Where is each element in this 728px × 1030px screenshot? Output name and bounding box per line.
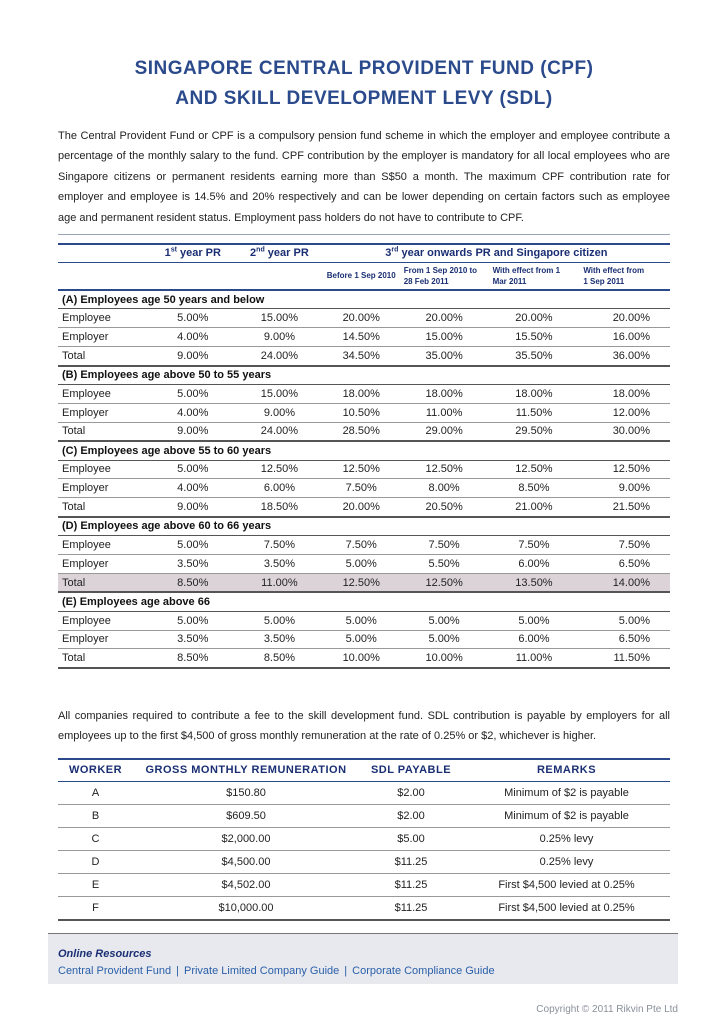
sdl-cell: $11.25	[359, 897, 463, 920]
sdl-cell: First $4,500 levied at 0.25%	[463, 874, 670, 897]
sdl-header-row	[58, 759, 670, 781]
sdl-cell: $150.80	[133, 781, 359, 804]
rate-cell: 8.50%	[489, 479, 580, 498]
rate-cell: 9.00%	[236, 328, 323, 347]
rate-cell: 7.50%	[323, 479, 400, 498]
row-label: Employee	[58, 536, 149, 555]
rate-cell: 10.50%	[323, 403, 400, 422]
rate-cell: 8.50%	[149, 649, 236, 668]
rate-cell: 10.00%	[400, 649, 489, 668]
row-label: Employee	[58, 309, 149, 328]
rate-cell: 8.50%	[149, 573, 236, 592]
sdl-cell: E	[58, 874, 133, 897]
rate-cell: 12.50%	[579, 460, 670, 479]
rate-cell: 15.50%	[489, 328, 580, 347]
table-row	[58, 384, 670, 403]
rate-cell: 14.00%	[579, 573, 670, 592]
rate-cell: 9.00%	[149, 347, 236, 366]
copyright: Copyright © 2011 Rikvin Pte Ltd	[536, 1004, 678, 1015]
link-private-limited-company-guide[interactable]: Private Limited Company Guide	[183, 965, 340, 977]
rate-cell: 11.00%	[400, 403, 489, 422]
rate-cell: 29.00%	[400, 422, 489, 441]
table-row	[58, 309, 670, 328]
rate-cell: 24.00%	[236, 422, 323, 441]
rate-cell: 8.00%	[400, 479, 489, 498]
rate-cell: 12.50%	[400, 460, 489, 479]
rate-cell: 18.00%	[400, 384, 489, 403]
rate-cell: 35.00%	[400, 347, 489, 366]
rate-cell: 21.00%	[489, 498, 580, 517]
rate-cell: 20.00%	[579, 309, 670, 328]
rate-cell: 11.50%	[489, 403, 580, 422]
sdl-cell: $2.00	[359, 804, 463, 827]
rate-cell: 34.50%	[323, 347, 400, 366]
sdl-header-remuneration: GROSS MONTHLY REMUNERATION	[133, 759, 359, 781]
rate-cell: 12.50%	[489, 460, 580, 479]
link-central-provident-fund[interactable]: Central Provident Fund	[58, 965, 172, 977]
rate-cell: 6.00%	[236, 479, 323, 498]
row-label: Employer	[58, 554, 149, 573]
rate-cell: 5.00%	[323, 554, 400, 573]
table-row	[58, 573, 670, 592]
rate-cell: 18.50%	[236, 498, 323, 517]
sdl-cell: F	[58, 897, 133, 920]
row-label: Total	[58, 649, 149, 668]
sub-sep-2011: With effect from 1 Sep 2011	[583, 265, 645, 286]
rate-cell: 12.50%	[236, 460, 323, 479]
sdl-cell: $2.00	[359, 781, 463, 804]
rate-cell: 10.00%	[323, 649, 400, 668]
row-label: Employer	[58, 403, 149, 422]
rate-cell: 5.00%	[149, 460, 236, 479]
section-heading-row	[58, 441, 670, 460]
footer-links: Central Provident Fund | Private Limited Company Guide | Corporate Compliance Guide	[58, 965, 495, 977]
rate-cell: 7.50%	[323, 536, 400, 555]
rate-cell: 5.00%	[400, 611, 489, 630]
table-row	[58, 804, 670, 827]
sdl-cell: First $4,500 levied at 0.25%	[463, 897, 670, 920]
sdl-cell: $4,500.00	[133, 851, 359, 874]
table-row	[58, 897, 670, 920]
row-label: Total	[58, 573, 149, 592]
rate-cell: 5.00%	[323, 611, 400, 630]
row-label: Employee	[58, 460, 149, 479]
sdl-cell: Minimum of $2 is payable	[463, 804, 670, 827]
table-row	[58, 611, 670, 630]
section-heading-row	[58, 366, 670, 385]
cpf-subheader-row	[58, 262, 670, 290]
rate-cell: 12.00%	[579, 403, 670, 422]
sdl-table	[58, 758, 670, 921]
rate-cell: 13.50%	[489, 573, 580, 592]
rate-cell: 15.00%	[400, 328, 489, 347]
section-heading-row	[58, 290, 670, 309]
rate-cell: 30.00%	[579, 422, 670, 441]
title-line-2: AND SKILL DEVELOPMENT LEVY (SDL)	[175, 88, 553, 109]
section-heading: (B) Employees age above 50 to 55 years	[58, 366, 670, 385]
sdl-cell: $2,000.00	[133, 827, 359, 850]
rate-cell: 3.50%	[149, 630, 236, 649]
sdl-cell: $10,000.00	[133, 897, 359, 920]
rate-cell: 9.00%	[149, 498, 236, 517]
row-label: Employer	[58, 630, 149, 649]
rate-cell: 14.50%	[323, 328, 400, 347]
rate-cell: 5.00%	[400, 630, 489, 649]
sdl-cell: $5.00	[359, 827, 463, 850]
sdl-cell: $11.25	[359, 851, 463, 874]
rate-cell: 16.00%	[579, 328, 670, 347]
rate-cell: 5.00%	[149, 384, 236, 403]
row-label: Total	[58, 422, 149, 441]
cpf-contribution-table	[58, 243, 670, 669]
sub-mar-2011: With effect from 1 Mar 2011	[492, 265, 561, 286]
rate-cell: 15.00%	[236, 309, 323, 328]
table-row	[58, 554, 670, 573]
rate-cell: 7.50%	[236, 536, 323, 555]
rate-cell: 18.00%	[579, 384, 670, 403]
cpf-header-row	[58, 244, 670, 262]
rate-cell: 4.00%	[149, 403, 236, 422]
rate-cell: 6.00%	[489, 554, 580, 573]
page-title	[0, 54, 728, 114]
sdl-cell: Minimum of $2 is payable	[463, 781, 670, 804]
rate-cell: 6.50%	[579, 630, 670, 649]
table-row	[58, 403, 670, 422]
sdl-cell: B	[58, 804, 133, 827]
rate-cell: 9.00%	[579, 479, 670, 498]
row-label: Total	[58, 347, 149, 366]
table-row	[58, 851, 670, 874]
table-row	[58, 649, 670, 668]
row-label: Employee	[58, 611, 149, 630]
sdl-cell: $11.25	[359, 874, 463, 897]
header-third-year-onwards: 3rd year onwards PR and Singapore citizen	[385, 246, 608, 260]
rate-cell: 5.00%	[149, 611, 236, 630]
section-heading: (E) Employees age above 66	[58, 592, 670, 611]
rate-cell: 36.00%	[579, 347, 670, 366]
rate-cell: 4.00%	[149, 479, 236, 498]
rate-cell: 5.00%	[149, 309, 236, 328]
rate-cell: 12.50%	[400, 573, 489, 592]
rate-cell: 11.00%	[489, 649, 580, 668]
rate-cell: 9.00%	[149, 422, 236, 441]
section-heading-row	[58, 517, 670, 536]
table-row	[58, 781, 670, 804]
rate-cell: 5.00%	[149, 536, 236, 555]
rate-cell: 7.50%	[579, 536, 670, 555]
table-row	[58, 827, 670, 850]
sdl-cell: A	[58, 781, 133, 804]
rate-cell: 12.50%	[323, 460, 400, 479]
rate-cell: 5.00%	[236, 611, 323, 630]
rate-cell: 20.00%	[323, 309, 400, 328]
rate-cell: 6.50%	[579, 554, 670, 573]
rate-cell: 20.00%	[400, 309, 489, 328]
row-label: Employer	[58, 479, 149, 498]
rate-cell: 5.00%	[579, 611, 670, 630]
sdl-cell: 0.25% levy	[463, 851, 670, 874]
rate-cell: 3.50%	[149, 554, 236, 573]
rate-cell: 20.00%	[489, 309, 580, 328]
rate-cell: 5.00%	[323, 630, 400, 649]
footer-resources	[48, 934, 678, 984]
section-heading-row	[58, 592, 670, 611]
row-label: Total	[58, 498, 149, 517]
rate-cell: 3.50%	[236, 630, 323, 649]
header-second-year-pr: 2nd year PR	[250, 246, 309, 260]
title-line-1: SINGAPORE CENTRAL PROVIDENT FUND (CPF)	[134, 58, 594, 79]
rate-cell: 18.00%	[323, 384, 400, 403]
table-row	[58, 479, 670, 498]
rate-cell: 18.00%	[489, 384, 580, 403]
rate-cell: 3.50%	[236, 554, 323, 573]
rate-cell: 8.50%	[236, 649, 323, 668]
rate-cell: 7.50%	[489, 536, 580, 555]
row-label: Employee	[58, 384, 149, 403]
divider	[58, 234, 670, 235]
table-row	[58, 328, 670, 347]
table-row	[58, 422, 670, 441]
footer-title: Online Resources	[58, 948, 152, 960]
rate-cell: 15.00%	[236, 384, 323, 403]
table-row	[58, 536, 670, 555]
header-first-year-pr: 1st year PR	[164, 246, 221, 260]
rate-cell: 4.00%	[149, 328, 236, 347]
table-row	[58, 498, 670, 517]
sdl-header-remarks: REMARKS	[463, 759, 670, 781]
intro-paragraph: The Central Provident Fund or CPF is a compulsory pension fund scheme in which the employer and employee contribute a percentage of the monthly salary to the fund. CPF contribution by the employer is mandatory for all local employees who are Singapore citizens or permanent residents earning more than S$50 a month. The maximum CPF contribution rate for employer and employee is 14.5% and 20% respectively and can be lower depending on certain factors such as employee age and permanent resident status. Employment pass holders do not have to contribute to CPF.	[58, 130, 670, 224]
rate-cell: 29.50%	[489, 422, 580, 441]
rate-cell: 7.50%	[400, 536, 489, 555]
sdl-cell: D	[58, 851, 133, 874]
sdl-note: All companies required to contribute a fee to the skill development fund. SDL contribution is payable by employers for all employees up to the first $4,500 of gross monthly remuneration at the rate of 0.25% or $2, whichever is higher.	[58, 710, 670, 743]
sdl-header-payable: SDL PAYABLE	[359, 759, 463, 781]
rate-cell: 24.00%	[236, 347, 323, 366]
sdl-cell: $4,502.00	[133, 874, 359, 897]
rate-cell: 5.50%	[400, 554, 489, 573]
rate-cell: 6.00%	[489, 630, 580, 649]
sdl-cell: 0.25% levy	[463, 827, 670, 850]
rate-cell: 12.50%	[323, 573, 400, 592]
rate-cell: 5.00%	[489, 611, 580, 630]
rate-cell: 9.00%	[236, 403, 323, 422]
sdl-header-worker: WORKER	[58, 759, 133, 781]
table-row	[58, 630, 670, 649]
rate-cell: 11.50%	[579, 649, 670, 668]
rate-cell: 20.00%	[323, 498, 400, 517]
section-heading: (D) Employees age above 60 to 66 years	[58, 517, 670, 536]
section-heading: (A) Employees age 50 years and below	[58, 290, 670, 309]
rate-cell: 21.50%	[579, 498, 670, 517]
section-heading: (C) Employees age above 55 to 60 years	[58, 441, 670, 460]
sdl-cell: C	[58, 827, 133, 850]
table-row	[58, 874, 670, 897]
table-row	[58, 347, 670, 366]
rate-cell: 35.50%	[489, 347, 580, 366]
rate-cell: 11.00%	[236, 573, 323, 592]
row-label: Employer	[58, 328, 149, 347]
sub-sep2010-feb2011: From 1 Sep 2010 to 28 Feb 2011	[403, 265, 478, 286]
table-row	[58, 460, 670, 479]
sdl-cell: $609.50	[133, 804, 359, 827]
link-corporate-compliance-guide[interactable]: Corporate Compliance Guide	[352, 965, 495, 977]
rate-cell: 28.50%	[323, 422, 400, 441]
rate-cell: 20.50%	[400, 498, 489, 517]
sub-before-sep-2010: Before 1 Sep 2010	[326, 271, 396, 281]
